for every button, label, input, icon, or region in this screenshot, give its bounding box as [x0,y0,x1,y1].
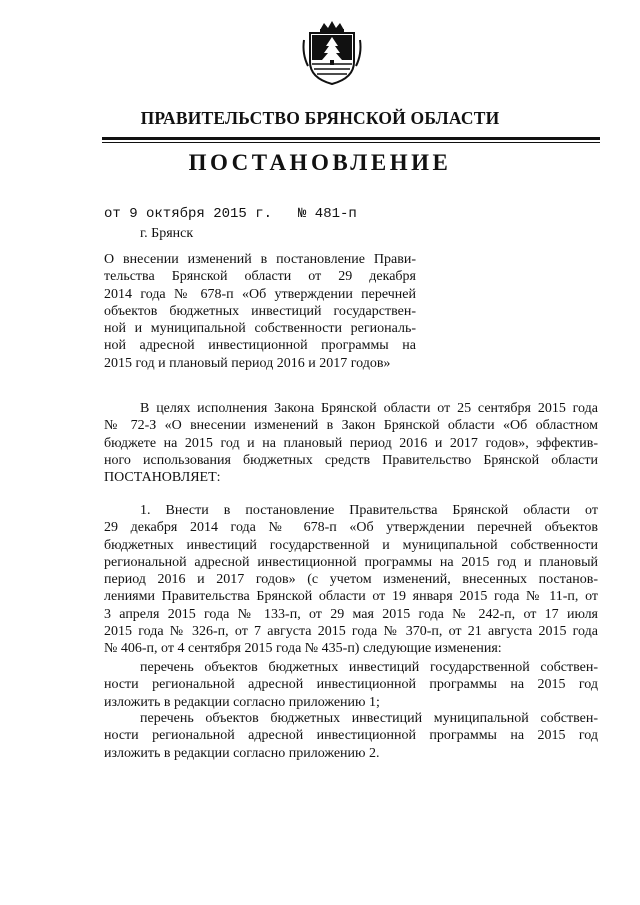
paragraph-line: лениями Правительства Брянской области от 19 января 2015 года № 11-п, от [104,589,598,605]
paragraph-line: № 406-п, от 4 сентября 2015 года № 435-п) следующие изменения: [104,641,502,657]
item-appendix-2-paragraph [104,710,598,762]
preamble-paragraph [104,400,598,486]
paragraph-line: бюджете на 2015 год и на плановый период 2016 и 2017 годов», эффектив- [104,435,598,451]
subject-line: ной и муниципальной собственности региональ- [104,321,416,337]
paragraph-line: бюджетных инвестиций государственной и муниципальной собственности [104,537,598,553]
paragraph-line: В целях исполнения Закона Брянской области от 25 сентября 2015 года [140,401,598,416]
subject-line: 2015 год и плановый период 2016 и 2017 годов» [104,355,391,371]
paragraph-line: перечень объектов бюджетных инвестиций государственной собствен- [140,660,598,675]
paragraph-line: 29 декабря 2014 года № 678-п «Об утверждении перечней объектов [104,520,598,536]
subject-line: О внесении изменений в постановление Прави- [104,252,416,267]
paragraph-line: ПОСТАНОВЛЯЕТ: [104,470,221,486]
document-number: № 481-п [298,206,357,222]
paragraph-line: 2015 года № 326-п, от 7 августа 2015 года № 370-п, от 21 августа 2015 года [104,624,598,640]
document-city: г. Брянск [140,226,194,241]
item-1-paragraph [104,502,598,658]
document-subject [104,251,416,372]
subject-line: 2014 года № 678-п «Об утверждении перечней [104,286,416,302]
government-title: ПРАВИТЕЛЬСТВО БРЯНСКОЙ ОБЛАСТИ [140,108,500,128]
subject-line: объектов бюджетных инвестиций государствен- [104,303,416,319]
paragraph-line: 3 апреля 2015 года № 133-п, от 29 мая 2015 года № 242-п, от 17 июля [104,606,598,622]
paragraph-line: региональной адресной инвестиционной программы на 2015 год и плановый [104,554,598,570]
paragraph-line: перечень объектов бюджетных инвестиций муниципальной собствен- [140,711,598,726]
paragraph-line: изложить в редакции согласно приложению 1; [104,694,380,710]
paragraph-line: ного использования бюджетных средств Правительство Брянской области [104,452,598,468]
header-rule-thin [102,142,600,143]
subject-line: тельства Брянской области от 29 декабря [104,269,416,285]
document-date: от 9 октября 2015 г. [104,206,273,222]
paragraph-line: 1. Внести в постановление Правительства Брянской области от [140,503,598,518]
paragraph-line: период 2016 и 2017 годов» (с учетом изменений, внесенных постанов- [104,572,598,588]
paragraph-line: ности региональной адресной инвестиционной программы на 2015 год [104,728,598,744]
coat-of-arms-icon [300,20,364,86]
paragraph-line: изложить в редакции согласно приложению 2. [104,745,380,761]
item-appendix-1-paragraph [104,659,598,711]
paragraph-line: ности региональной адресной инвестиционной программы на 2015 год [104,677,598,693]
document-type-title: ПОСТАНОВЛЕНИЕ [188,150,452,175]
header-rule-thick [102,137,600,140]
subject-line: ной адресной инвестиционной программы на [104,338,416,354]
paragraph-line: № 72-З «О внесении изменений в Закон Брянской области «Об областном [104,418,598,434]
